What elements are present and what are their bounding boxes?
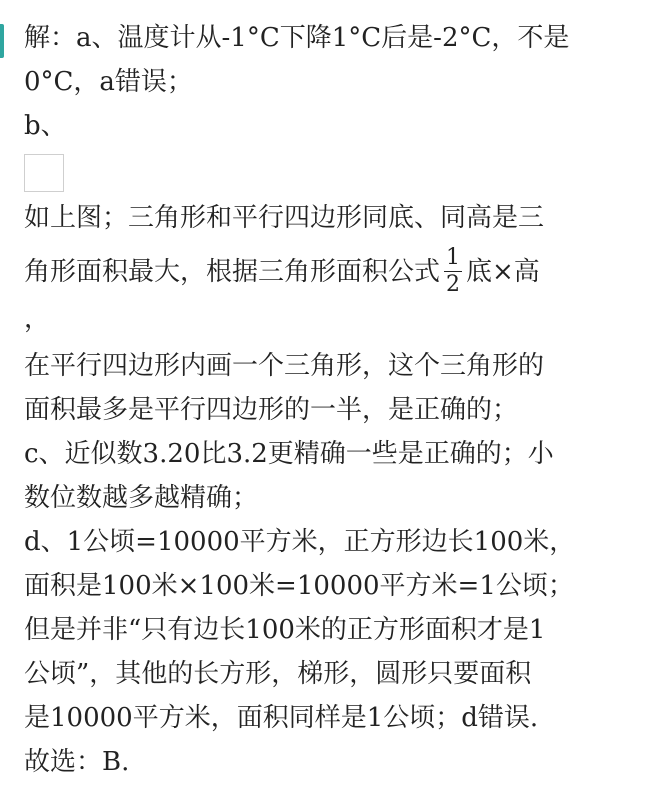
formula-text-before: 角形面积最大，根据三角形面积公式	[24, 257, 441, 287]
solution-line: 解：a、温度计从-1°C下降1°C后是-2°C，不是	[24, 23, 570, 53]
solution-line: 数位数越多越精确；	[24, 483, 259, 513]
solution-line: 0°C，a错误；	[24, 67, 193, 97]
figure-image-placeholder	[24, 154, 64, 192]
answer-line: 故选：B.	[24, 747, 130, 777]
solution-line: 但是并非“只有边长100米的正方形面积才是1	[24, 615, 546, 645]
solution-line: c、近似数3.20比3.2更精确一些是正确的；小	[24, 439, 554, 469]
solution-line: 公顷”，其他的长方形，梯形，圆形只要面积	[24, 659, 532, 689]
solution-text	[24, 16, 634, 784]
solution-line: 如上图；三角形和平行四边形同底、同高是三	[24, 203, 545, 233]
solution-line: ，	[24, 304, 51, 334]
fraction-denominator: 2	[446, 271, 461, 297]
fraction-numerator: 1	[446, 244, 461, 270]
formula-line	[24, 240, 634, 304]
solution-line: 在平行四边形内画一个三角形，这个三角形的	[24, 351, 545, 381]
accent-bar	[0, 24, 4, 58]
solution-line: 面积最多是平行四边形的一半，是正确的；	[24, 395, 519, 425]
formula-text-after: 底×高	[466, 257, 540, 287]
solution-line: d、1公顷=10000平方米，正方形边长100米，	[24, 527, 576, 557]
solution-line: 面积是100米×100米=10000平方米=1公顷；	[24, 571, 574, 601]
solution-line: 是10000平方米，面积同样是1公顷；d错误.	[24, 703, 539, 733]
fraction-one-half	[444, 246, 462, 297]
solution-line: b、	[24, 111, 67, 141]
